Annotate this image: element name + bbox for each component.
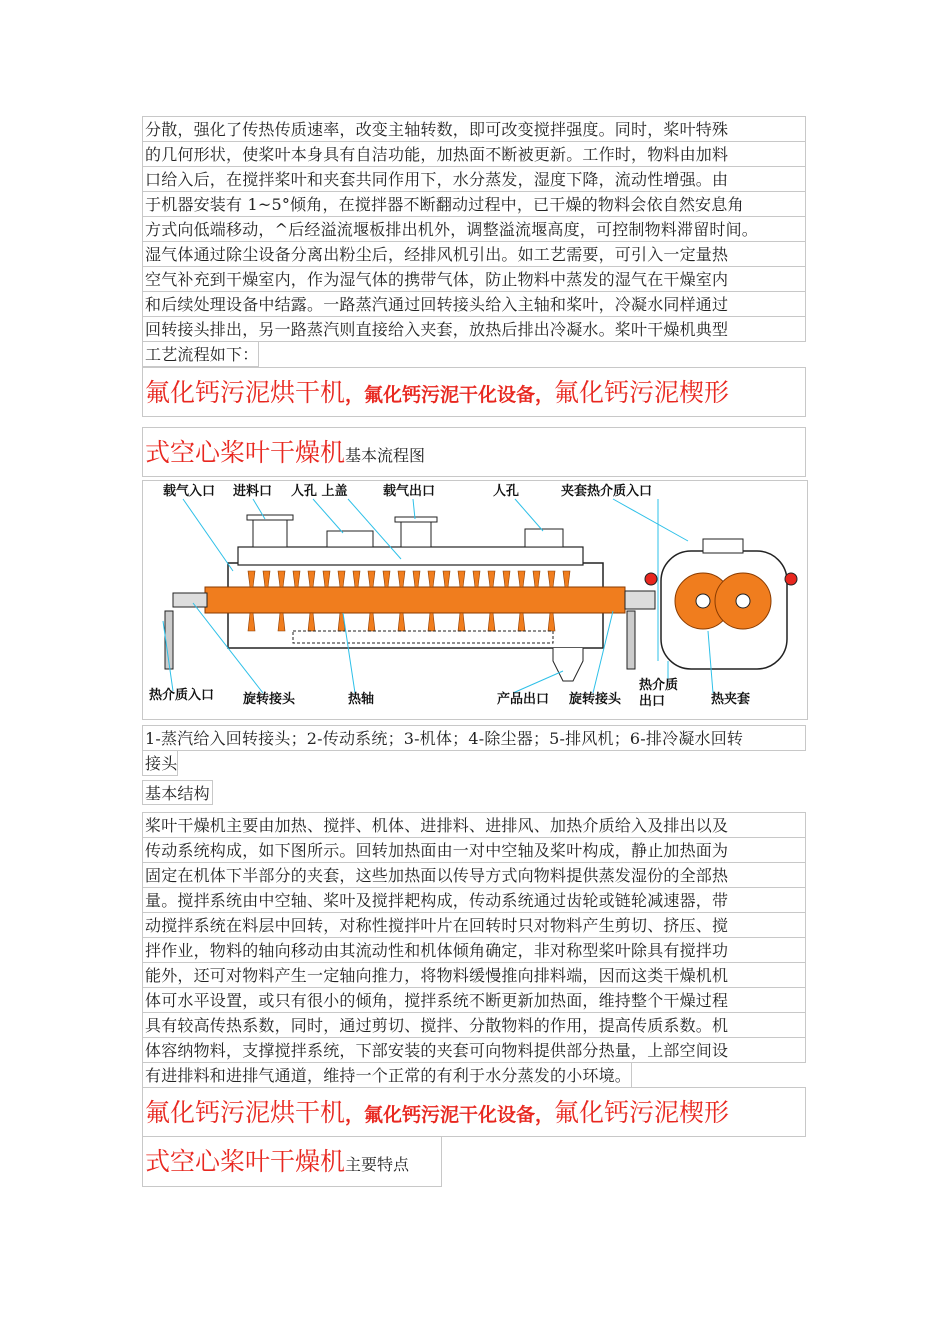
diagram-caption: [142, 725, 806, 780]
text-line: 口给入后，在搅拌桨叶和夹套共同作用下，水分蒸发，湿度下降，流动性增强。由: [142, 167, 806, 192]
heading2-part-3: 氟化钙污泥楔形: [554, 1098, 730, 1127]
dryer-flow-diagram: [142, 480, 808, 720]
heading-part-4: 式空心桨叶干燥机: [145, 438, 346, 467]
drum-top: [238, 547, 583, 565]
label-hot-jacket: 热夹套: [711, 692, 751, 707]
label-jacket-medium-in: 夹套热介质入口: [561, 484, 653, 499]
section-title: 基本结构: [142, 780, 213, 805]
drive-end: [625, 591, 655, 609]
heading-line-1: [142, 367, 806, 417]
text-line: 量。搅拌系统由中空轴、桨叶及搅拌耙构成，传动系统通过齿轮或链轮减速器，带: [142, 888, 806, 913]
text-line: 接头: [142, 751, 178, 776]
heading2-part-2: ，氟化钙污泥干化设备，: [345, 1104, 555, 1126]
heading-part-1: 氟化钙污泥烘干机: [145, 378, 346, 407]
cross-section-shaft-right: [736, 594, 750, 608]
heading-part-3: 氟化钙污泥楔形: [554, 378, 730, 407]
text-line: 工艺流程如下：: [142, 342, 259, 367]
label-carrier-gas-out: 载气出口: [383, 484, 436, 499]
text-line: 体容纳物料，支撑搅拌系统，下部安装的夹套可向物料提供部分热量，上部空间设: [142, 1038, 806, 1063]
label-heat-medium-out-2: 出口: [639, 694, 666, 709]
label-manhole-top-cover: 人孔 上盖: [291, 484, 348, 499]
text-line: 桨叶干燥机主要由加热、搅拌、机体、进排料、进排风、加热介质给入及排出以及: [142, 813, 806, 838]
text-line: 的几何形状，使桨叶本身具有自洁功能，加热面不断被更新。工作时，物料由加料: [142, 142, 806, 167]
label-rotary-joint-left: 旋转接头: [243, 692, 296, 707]
nozzle-feed: [253, 519, 287, 547]
heading2-line-1: [142, 1087, 806, 1137]
heading-part-2: ，氟化钙污泥干化设备，: [345, 384, 555, 406]
jacket-valve-left: [645, 573, 657, 585]
nozzle-gas-out: [401, 521, 431, 547]
text-line: 传动系统构成，如下图所示。回转加热面由一对中空轴及桨叶构成，静止加热面为: [142, 838, 806, 863]
intro-paragraph: [142, 116, 806, 371]
text-line: 空气补充到干燥室内，作为湿气体的携带气体，防止物料中蒸发的湿气在干燥室内: [142, 267, 806, 292]
dryer-diagram-svg: [143, 481, 807, 719]
structure-paragraph: [142, 812, 806, 1092]
label-hot-shaft: 热轴: [348, 692, 375, 707]
text-line: 1-蒸汽给入回转接头；2-传动系统；3-机体；4-除尘器；5-排风机；6-排冷凝水回转: [142, 726, 806, 751]
nozzle-manhole: [327, 531, 373, 547]
heading-flow-diagram: [142, 367, 806, 477]
cross-section-top: [703, 539, 743, 553]
product-outlet: [553, 648, 583, 681]
heading2-part-4: 式空心桨叶干燥机: [145, 1147, 346, 1176]
label-manhole: 人孔: [493, 484, 520, 499]
label-heat-medium-out-1: 热介质: [639, 678, 679, 693]
label-carrier-gas-in: 载气入口: [163, 484, 216, 499]
cross-section-shaft-left: [696, 594, 710, 608]
rotary-joint-left-body: [173, 593, 207, 607]
nozzle-manhole-2: [525, 529, 563, 547]
label-rotary-joint-right: 旋转接头: [569, 692, 622, 707]
text-line: 拌作业，物料的轴向移动由其流动性和机体倾角确定，非对称型桨叶除具有搅拌功: [142, 938, 806, 963]
right-leg: [627, 611, 635, 669]
heading-suffix: 基本流程图: [345, 446, 426, 465]
heading2-part-1: 氟化钙污泥烘干机: [145, 1098, 346, 1127]
text-line: 方式向低端移动，^后经溢流堰板排出机外，调整溢流堰高度，可控制物料滞留时间。: [142, 217, 806, 242]
heading2-line-2: [142, 1137, 442, 1187]
text-line: 于机器安装有 1~5°倾角，在搅拌器不断翻动过程中，已干燥的物料会依自然安息角: [142, 192, 806, 217]
text-line: 回转接头排出，另一路蒸汽则直接给入夹套，放热后排出冷凝水。桨叶干燥机典型: [142, 317, 806, 342]
text-line: 湿气体通过除尘设备分离出粉尘后，经排风机引出。如工艺需要，可引入一定量热: [142, 242, 806, 267]
heading2-suffix: 主要特点: [345, 1155, 410, 1174]
label-product-out: 产品出口: [497, 692, 550, 707]
label-heat-medium-in: 热介质入口: [149, 688, 215, 703]
heading-main-features: [142, 1087, 806, 1187]
text-line: 固定在机体下半部分的夹套，这些加热面以传导方式向物料提供蒸发湿份的全部热: [142, 863, 806, 888]
nozzle-feed-flange: [247, 515, 293, 520]
heading-line-2: [142, 427, 806, 477]
nozzle-gas-out-flange: [395, 517, 437, 522]
text-line: 能外，还可对物料产生一定轴向推力，将物料缓慢推向排料端，因而这类干燥机机: [142, 963, 806, 988]
text-line: 体可水平设置，或只有很小的倾角，搅拌系统不断更新加热面，维持整个干燥过程: [142, 988, 806, 1013]
text-line: 具有较高传热系数，同时，通过剪切、搅拌、分散物料的作用，提高传质系数。机: [142, 1013, 806, 1038]
text-line: 动搅拌系统在料层中回转，对称性搅拌叶片在回转时只对物料产生剪切、挤压、搅: [142, 913, 806, 938]
jacket-valve-right: [785, 573, 797, 585]
text-line: 和后续处理设备中结露。一路蒸汽通过回转接头给入主轴和桨叶，冷凝水同样通过: [142, 292, 806, 317]
text-line: 分散，强化了传热传质速率，改变主轴转数，即可改变搅拌强度。同时，桨叶特殊: [142, 117, 806, 142]
section-title-wrap: [142, 780, 806, 809]
hollow-shaft: [205, 587, 625, 613]
text-line: 有进排料和进排气通道，维持一个正常的有利于水分蒸发的小环境。: [142, 1063, 632, 1088]
label-feed-in: 进料口: [233, 484, 273, 499]
